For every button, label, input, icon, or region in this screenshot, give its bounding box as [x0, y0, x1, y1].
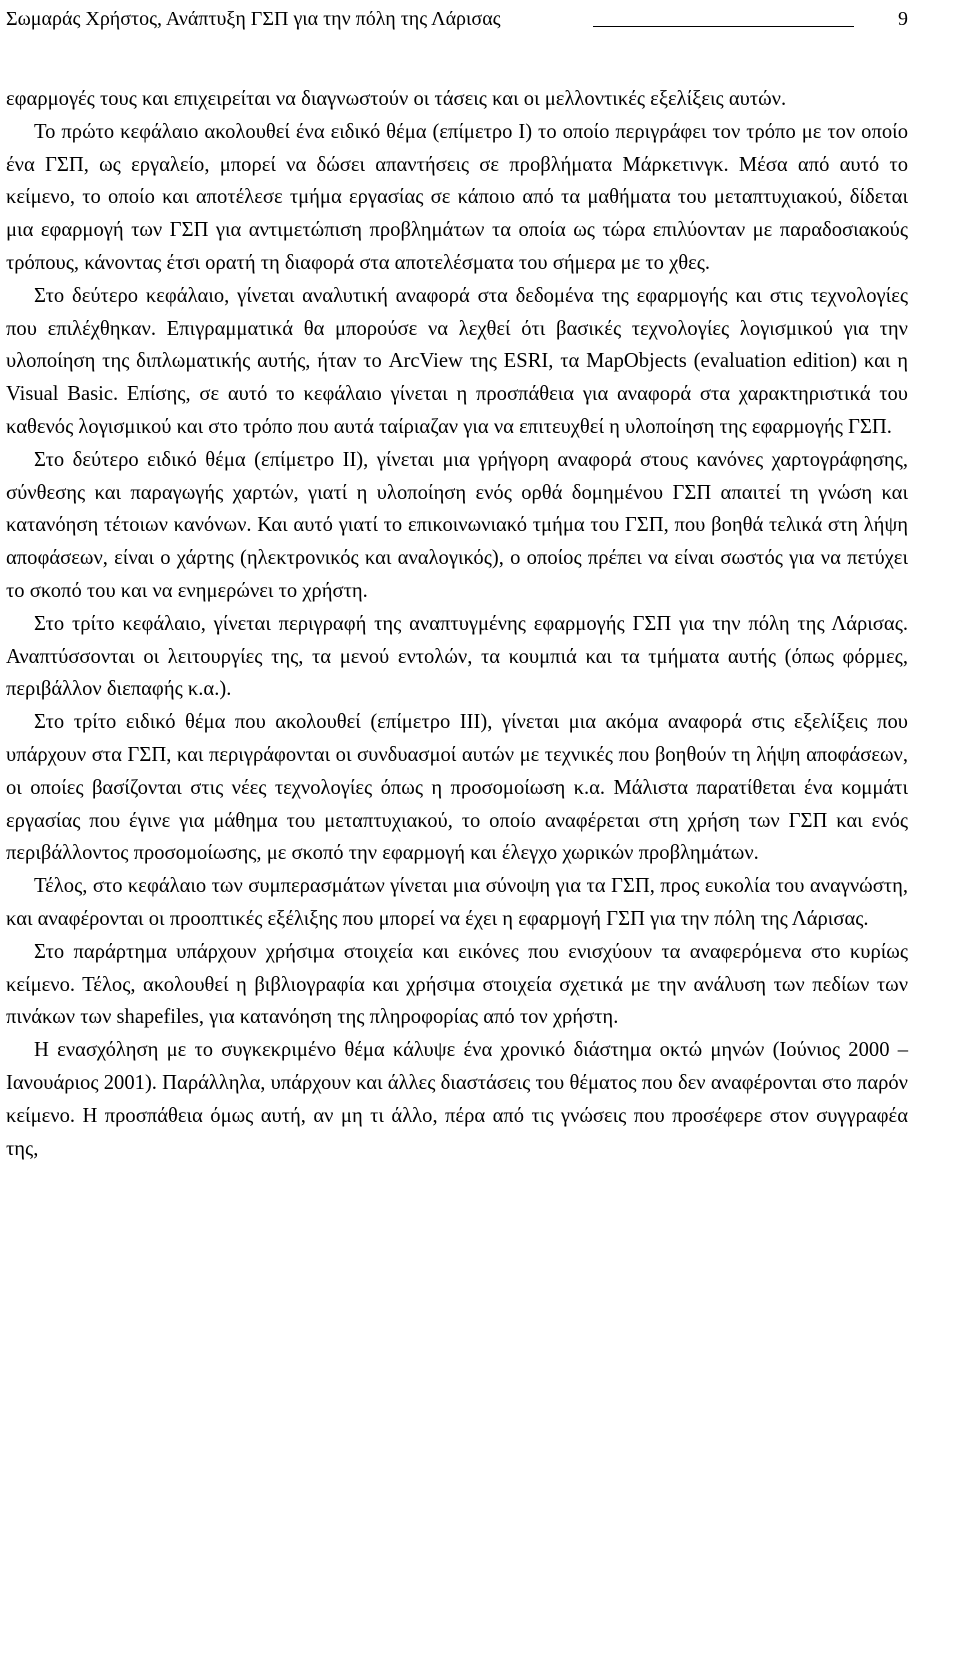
paragraph-duration: Η ενασχόληση με το συγκεκριμένο θέμα κάλυψε ένα χρονικό διάστημα οκτώ μηνών (Ιούνιος 2000 – Ιανουάριος 2001). Παράλληλα, υπάρχουν και άλλες διαστάσεις του θέματος που δεν αναφέρονται στο παρόν κείμενο. Η προσπάθεια όμως αυτή, αν μη τι άλλο, πέρα από τις γνώσεις που προσέφερε στον συγγραφέα της, [6, 1039, 908, 1160]
paragraph-continuation: εφαρμογές τους και επιχειρείται να διαγνωστούν οι τάσεις και οι μελλοντικές εξελίξεις αυτών. [6, 88, 787, 110]
page-number: 9 [898, 8, 908, 30]
paragraph-appendix: Στο παράρτημα υπάρχουν χρήσιμα στοιχεία και εικόνες που ενισχύουν τα αναφερόμενα στο κυρίως κείμενο. Τέλος, ακολουθεί η βιβλιογραφία και χρήσιμα στοιχεία σχετικά με την ανάλυση των πεδίων των πινάκων των shapefiles, για κατανόηση της πληροφορίας από τον χρήστη. [6, 940, 908, 1029]
paragraph-third-special-topic: Στο τρίτο ειδικό θέμα που ακολουθεί (επίμετρο ΙΙΙ), γίνεται μια ακόμα αναφορά στις εξελίξεις που υπάρχουν στα ΓΣΠ, και περιγράφονται οι συνδυασμοί αυτών με τεχνικές που βοηθούν τη λήψη αποφάσεων, οι οποίες βασίζονται στις νέες τεχνολογίες όπως η προσομοίωση κ.α. Μάλιστα παρατίθεται ένα κομμάτι εργασίας που έγινε για μάθημα του μεταπτυχιακού, το οποίο αναφέρεται στη χρήση των ΓΣΠ και ενός περιβάλλοντος προσομοίωσης, με σκοπό την εφαρμογή και έλεγχο χωρικών προβλημάτων. [6, 711, 908, 865]
paragraph-conclusions: Τέλος, στο κεφάλαιο των συμπερασμάτων γίνεται μια σύνοψη για τα ΓΣΠ, προς ευκολία του αναγνώστη, και αναφέρονται οι προοπτικές εξέλιξης που μπορεί να έχει η εφαρμογή ΓΣΠ για την πόλη της Λάρισας. [6, 875, 908, 930]
paragraph-second-chapter: Στο δεύτερο κεφάλαιο, γίνεται αναλυτική αναφορά στα δεδομένα της εφαρμογής και στις τεχνολογίες που επιλέχθηκαν. Επιγραμματικά θα μπορούσε να λεχθεί ότι βασικές τεχνολογίες λογισμικού για την υλοποίηση της διπλωματικής αυτής, ήταν το ArcView της ESRI, τα MapObjects (evaluation edition) και η Visual Basic. Επίσης, σε αυτό το κεφάλαιο γίνεται η προσπάθεια για αναφορά στα χαρακτηριστικά του καθενός λογισμικού και στο τρόπο που αυτά ταίριαζαν για να επιτευχθεί η υλοποίηση της εφαρμογής ΓΣΠ. [6, 284, 908, 438]
paragraph-second-special-topic: Στο δεύτερο ειδικό θέμα (επίμετρο ΙΙ), γίνεται μια γρήγορη αναφορά στους κανόνες χαρτογράφησης, σύνθεσης και παραγωγής χαρτών, γιατί η υλοποίηση ενός ορθά δομημένου ΓΣΠ απαιτεί τη γνώση και κατανόηση τέτοιων κανόνων. Και αυτό γιατί το επικοινωνιακό τμήμα του ΓΣΠ, που βοηθά τελικά στη λήψη αποφάσεων, είναι ο χάρτης (ηλεκτρονικός και αναλογικός), ο οποίος πρέπει να είναι σωστός για να πετύχει το σκοπό του και να ενημερώνει το χρήστη. [6, 448, 908, 602]
header-title: Σωμαράς Χρήστος, Ανάπτυξη ΓΣΠ για την πόλη της Λάρισας [6, 8, 501, 30]
paragraph-third-chapter: Στο τρίτο κεφάλαιο, γίνεται περιγραφή της αναπτυγμένης εφαρμογής ΓΣΠ για την πόλη της Λάρισας. Αναπτύσσονται οι λειτουργίες της, τα μενού εντολών, τα κουμπιά και τα τμήματα αυτής (όπως φόρμες, περιβάλλον διεπαφής κ.α.). [6, 612, 908, 701]
paragraph-first-chapter: Το πρώτο κεφάλαιο ακολουθεί ένα ειδικό θέμα (επίμετρο Ι) το οποίο περιγράφει τον τρόπο με τον οποίο ένα ΓΣΠ, ως εργαλείο, μπορεί να δώσει απαντήσεις σε προβλήματα Μάρκετινγκ. Μέσα από αυτό το κείμενο, το οποίο και αποτέλεσε τμήμα εργασίας σε κάποιο από τα μαθήματα του μεταπτυχιακού, δίδεται μια εφαρμογή των ΓΣΠ για αντιμετώπιση προβλημάτων τα οποία ως τώρα επιλύονταν με παραδοσιακούς τρόπους, κάνοντας έτσι ορατή τη διαφορά στα αποτελέσματα του σήμερα με το χθες. [6, 120, 908, 274]
body-text [6, 83, 908, 1165]
header-rule [593, 25, 854, 27]
running-header [6, 2, 908, 32]
